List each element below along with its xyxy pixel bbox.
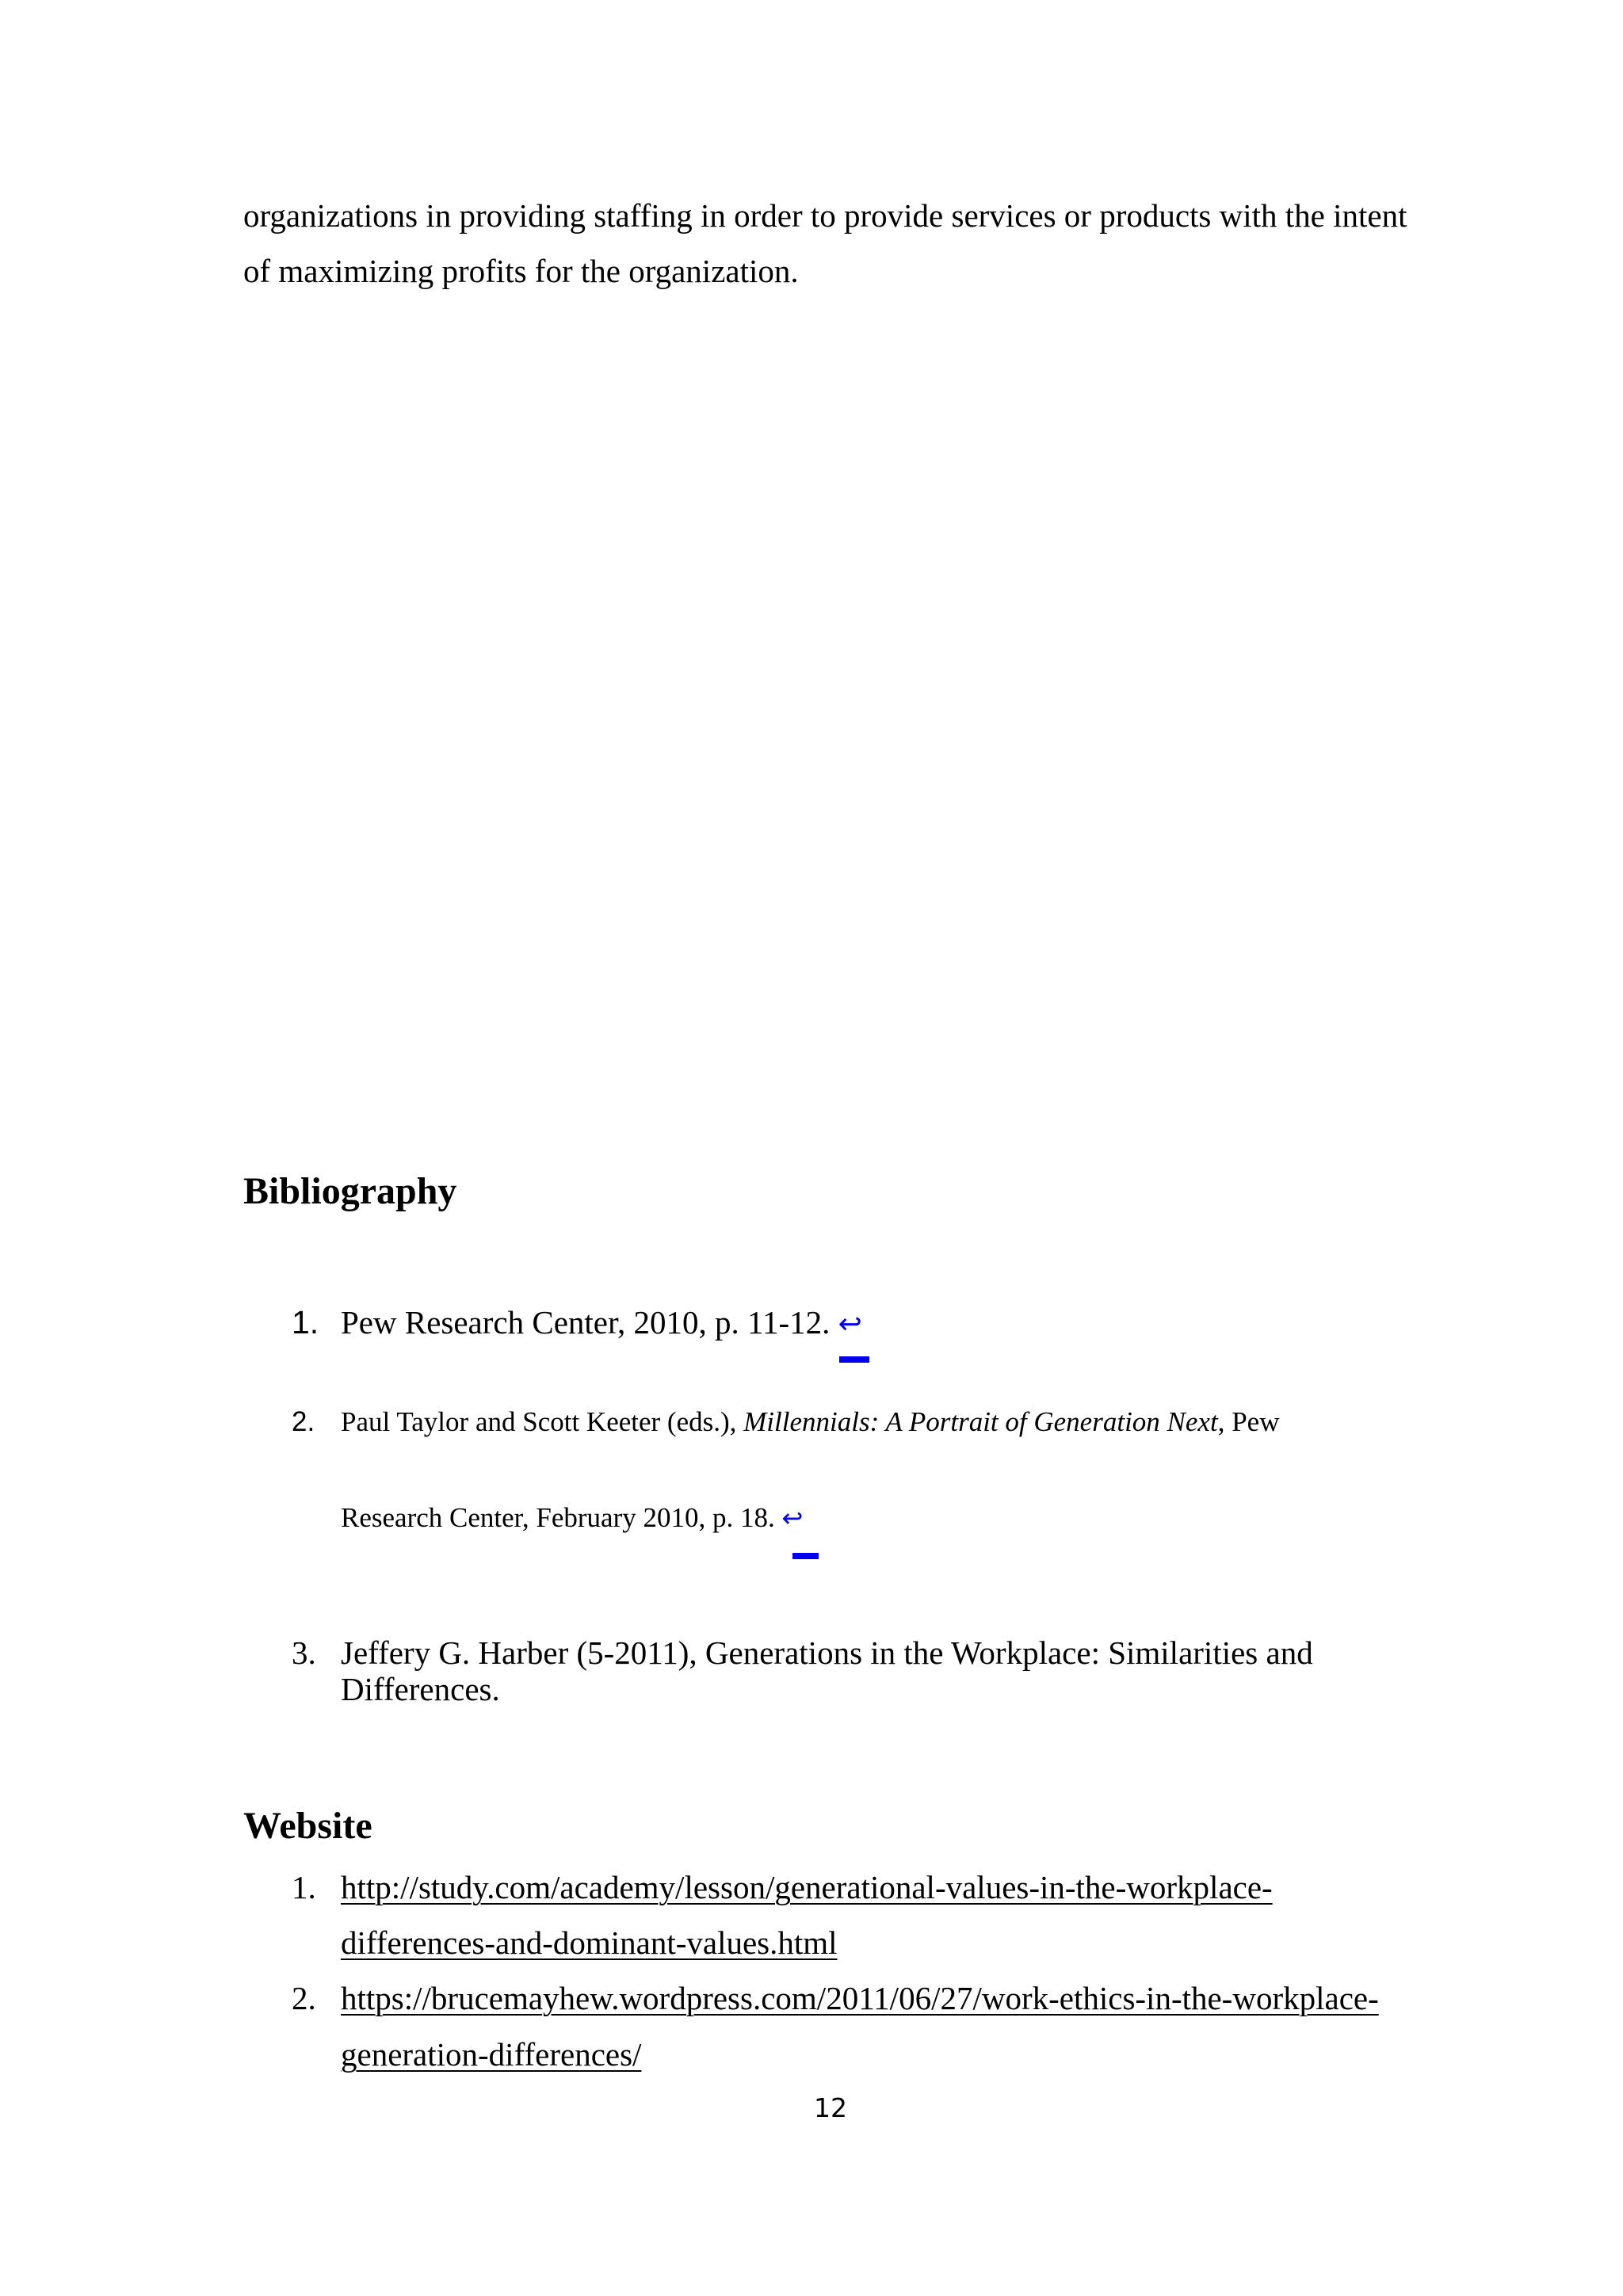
backref-marker	[792, 1553, 819, 1559]
bibliography-heading: Bibliography	[243, 1170, 457, 1212]
return-arrow-icon[interactable]: ↩	[781, 1503, 804, 1533]
reference-text-line-2	[341, 1501, 803, 1535]
reference-title: Millennials: A Portrait of Generation Next	[743, 1406, 1218, 1437]
list-number: 2.	[292, 1406, 315, 1437]
list-number: 3.	[292, 1634, 316, 1671]
list-number: 1.	[292, 1304, 319, 1341]
website-link-line-2[interactable]: generation-differences/	[341, 2036, 642, 2073]
body-text-line-1: organizations in providing staffing in order to provide services or products with the intent	[243, 197, 1407, 234]
reference-text-line-1	[341, 1405, 1279, 1439]
reference-text-line-1: Jeffery G. Harber (5-2011), Generations in the Workplace: Similarities and	[341, 1634, 1313, 1671]
body-text-line-2: of maximizing profits for the organization.	[243, 253, 799, 289]
reference-publisher: , Pew	[1217, 1406, 1280, 1437]
backref-marker	[839, 1356, 869, 1363]
reference-text-content: Research Center, February 2010, p. 18.	[341, 1502, 775, 1533]
list-number: 2.	[292, 1980, 316, 2016]
website-link-line-2[interactable]: differences-and-dominant-values.html	[341, 1924, 838, 1961]
return-arrow-icon[interactable]: ↩	[838, 1308, 862, 1341]
website-heading: Website	[243, 1805, 372, 1847]
page-number: 12	[814, 2092, 847, 2123]
list-number: 1.	[292, 1869, 316, 1905]
reference-text	[341, 1303, 862, 1344]
website-link-line-1[interactable]: http://study.com/academy/lesson/generational-values-in-the-workplace-	[341, 1869, 1273, 1905]
reference-authors: Paul Taylor and Scott Keeter (eds.),	[341, 1406, 744, 1437]
reference-text-line-2: Differences.	[341, 1671, 500, 1707]
reference-text-content: Pew Research Center, 2010, p. 11-12.	[341, 1304, 831, 1341]
website-link-line-1[interactable]: https://brucemayhew.wordpress.com/2011/06/27/work-ethics-in-the-workplace-	[341, 1980, 1379, 2016]
